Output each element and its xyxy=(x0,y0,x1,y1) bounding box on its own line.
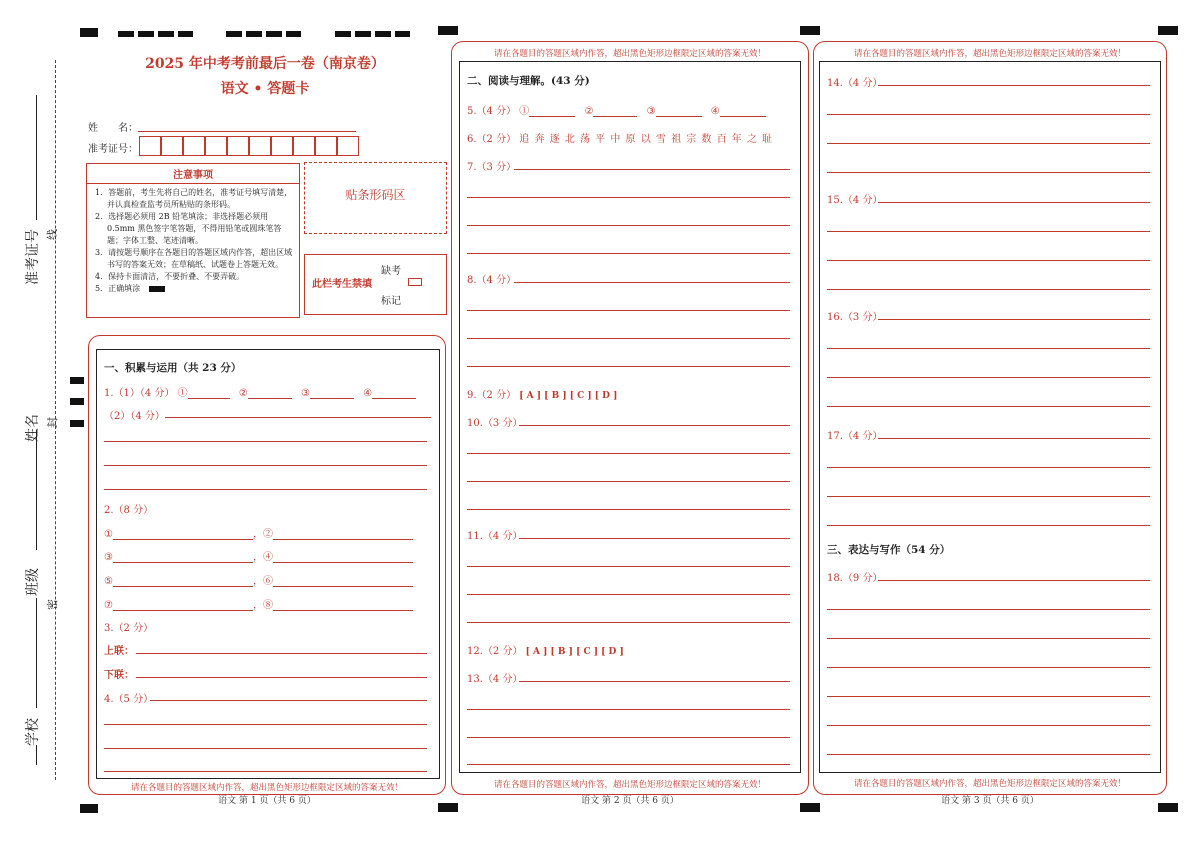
absent-top-label: 缺考 xyxy=(381,266,401,277)
id-cell[interactable] xyxy=(337,136,359,156)
registration-mark xyxy=(70,377,84,384)
answer-line[interactable] xyxy=(467,197,790,198)
blank-marker: ① xyxy=(177,388,188,399)
separator: ， xyxy=(252,552,263,563)
answer-line[interactable] xyxy=(827,696,1150,697)
registration-mark xyxy=(800,26,820,35)
couplet-upper-label: 上联： xyxy=(104,646,134,657)
id-cell[interactable] xyxy=(205,136,227,156)
answer-line[interactable] xyxy=(878,319,1150,320)
question-2-row xyxy=(104,572,413,587)
answer-line[interactable] xyxy=(467,737,790,738)
id-cell[interactable] xyxy=(315,136,337,156)
registration-mark xyxy=(80,28,98,37)
choice-options[interactable]: [ A ] [ B ] [ C ] [ D ] xyxy=(519,391,618,401)
blank-marker: ⑧ xyxy=(262,600,273,611)
id-cell[interactable] xyxy=(161,136,183,156)
answer-line[interactable] xyxy=(827,638,1150,639)
answer-line[interactable] xyxy=(827,231,1150,232)
answer-line[interactable] xyxy=(827,609,1150,610)
answer-line[interactable] xyxy=(150,700,427,701)
notice-item xyxy=(91,283,295,295)
blank-marker: ⑥ xyxy=(262,576,273,587)
question-3: 3.（2 分） xyxy=(104,623,154,634)
notice-item-text: 5．正确填涂 xyxy=(95,284,141,293)
answer-line[interactable] xyxy=(467,566,790,567)
answer-line[interactable] xyxy=(878,202,1150,203)
blank-marker: ④ xyxy=(262,552,273,563)
answer-line[interactable] xyxy=(467,253,790,254)
question-label: 12.（2 分） xyxy=(467,646,523,657)
question-2-row xyxy=(104,525,413,540)
blank-marker: ⑦ xyxy=(104,600,113,611)
margin-id-label: 准考证号 xyxy=(25,229,41,285)
id-cell[interactable] xyxy=(139,136,161,156)
answer-line[interactable] xyxy=(827,667,1150,668)
answer-line[interactable] xyxy=(514,169,790,170)
answer-blank[interactable] xyxy=(113,610,253,611)
margin-feng-label: 封 xyxy=(46,417,59,428)
margin-school-label: 学校 xyxy=(25,718,41,746)
notice-item: 1．答题前，考生先将自己的姓名，准考证号填写清楚，并认真检查监考员所粘贴的条形码。 xyxy=(95,188,293,209)
answer-line[interactable] xyxy=(467,481,790,482)
answer-line[interactable] xyxy=(104,489,427,490)
notice-box xyxy=(86,163,300,318)
answer-blank[interactable] xyxy=(372,398,416,399)
margin-xian-label: 线 xyxy=(46,229,59,240)
question-4: 4.（5 分） xyxy=(104,694,154,705)
answer-blank[interactable] xyxy=(529,116,575,117)
absent-note: 此栏考生禁填 xyxy=(312,279,372,290)
id-cell[interactable] xyxy=(249,136,271,156)
id-cell[interactable] xyxy=(293,136,315,156)
margin-name-label: 姓名 xyxy=(25,414,41,442)
answer-blank[interactable] xyxy=(273,562,413,563)
answer-line[interactable] xyxy=(827,114,1150,115)
question-8: 8.（4 分） xyxy=(467,275,517,286)
name-label: 姓 名： xyxy=(88,123,138,134)
answer-line[interactable] xyxy=(467,225,790,226)
blank-marker: ④ xyxy=(710,106,720,117)
answer-line[interactable] xyxy=(467,366,790,367)
separator: ， xyxy=(252,600,263,611)
question-14: 14.（4 分） xyxy=(827,78,883,89)
section-title: 一、积累与运用（共 23 分） xyxy=(104,362,242,374)
answer-blank[interactable] xyxy=(720,116,766,117)
area-warning: 请在各题目的答题区域内作答，超出黑色矩形边框限定区域的答案无效！ xyxy=(493,49,766,59)
question-1-2: （2）（4 分） xyxy=(104,411,165,422)
sentence-chars[interactable]: 追 奔 逐 北 荡 平 中 原 以 雪 祖 宗 数 百 年 之 耻 xyxy=(519,134,774,145)
answer-blank[interactable] xyxy=(248,398,292,399)
answer-line[interactable] xyxy=(136,653,427,654)
id-cell[interactable] xyxy=(227,136,249,156)
blank-marker: ③ xyxy=(646,106,656,117)
area-warning: 请在各题目的答题区域内作答，超出黑色矩形边框限定区域的答案无效！ xyxy=(853,49,1126,59)
registration-mark xyxy=(70,420,84,427)
answer-line[interactable] xyxy=(827,525,1150,526)
answer-line[interactable] xyxy=(467,709,790,710)
answer-blank[interactable] xyxy=(273,610,413,611)
answer-blank[interactable] xyxy=(273,586,413,587)
answer-line[interactable] xyxy=(827,260,1150,261)
question-15: 15.（4 分） xyxy=(827,195,883,206)
answer-line[interactable] xyxy=(878,85,1150,86)
name-field[interactable] xyxy=(138,131,356,132)
page-subtitle: 语文 • 答题卡 xyxy=(220,81,310,97)
margin-class-label: 班级 xyxy=(25,568,41,596)
registration-mark xyxy=(70,398,84,405)
margin-mi-label: 密 xyxy=(46,599,59,610)
filled-sample xyxy=(149,286,165,292)
id-cell[interactable] xyxy=(183,136,205,156)
margin-line xyxy=(36,598,37,708)
choice-options[interactable]: [ A ] [ B ] [ C ] [ D ] xyxy=(525,647,624,657)
question-18: 18.（9 分） xyxy=(827,573,883,584)
answer-line[interactable] xyxy=(878,580,1150,581)
page-number: 语文 第 2 页（共 6 页） xyxy=(581,796,679,806)
answer-line[interactable] xyxy=(467,764,790,765)
answer-line[interactable] xyxy=(467,509,790,510)
id-cell[interactable] xyxy=(271,136,293,156)
answer-line[interactable] xyxy=(514,282,790,283)
absent-checkbox[interactable] xyxy=(408,278,422,286)
page-number: 语文 第 1 页（共 6 页） xyxy=(218,796,316,806)
question-7: 7.（3 分） xyxy=(467,162,517,173)
id-label: 准考证号： xyxy=(88,144,138,155)
answer-blank[interactable] xyxy=(188,398,230,399)
question-1-1 xyxy=(104,384,416,399)
blank-marker: ③ xyxy=(300,388,310,399)
answer-line[interactable] xyxy=(519,681,790,682)
answer-blank[interactable] xyxy=(593,116,637,117)
page-number: 语文 第 3 页（共 6 页） xyxy=(941,796,1039,806)
question-label: 1.（1）（4 分） xyxy=(104,388,175,399)
answer-blank[interactable] xyxy=(273,539,413,540)
question-13: 13.（4 分） xyxy=(467,674,523,685)
blank-marker: ② xyxy=(238,388,248,399)
registration-mark xyxy=(335,31,410,37)
question-2-row xyxy=(104,596,413,611)
registration-mark xyxy=(226,31,301,37)
answer-line[interactable] xyxy=(827,172,1150,173)
question-11: 11.（4 分） xyxy=(467,531,523,542)
question-label: 5.（4 分） xyxy=(467,106,517,117)
separator: ， xyxy=(252,576,263,587)
question-12 xyxy=(467,642,624,657)
answer-blank[interactable] xyxy=(310,398,354,399)
separator: ， xyxy=(252,529,263,540)
answer-line[interactable] xyxy=(104,748,427,749)
answer-line[interactable] xyxy=(878,438,1150,439)
blank-marker: ⑤ xyxy=(104,576,113,587)
answer-line[interactable] xyxy=(519,425,790,426)
blank-marker: ① xyxy=(519,106,530,117)
answer-line[interactable] xyxy=(827,467,1150,468)
answer-line[interactable] xyxy=(827,496,1150,497)
blank-marker: ② xyxy=(262,529,273,540)
answer-blank[interactable] xyxy=(656,116,702,117)
area-warning: 请在各题目的答题区域内作答，超出黑色矩形边框限定区域的答案无效！ xyxy=(853,779,1126,789)
registration-mark xyxy=(118,31,193,37)
answer-line[interactable] xyxy=(827,143,1150,144)
answer-line[interactable] xyxy=(467,310,790,311)
answer-blank[interactable] xyxy=(113,562,253,563)
answer-line[interactable] xyxy=(104,724,427,725)
notice-item: 3．请按题号顺序在各题目的答题区域内作答，超出区域书写的答案无效；在草稿纸、试题卷上答题无效。 xyxy=(95,248,293,269)
answer-line[interactable] xyxy=(827,725,1150,726)
answer-line[interactable] xyxy=(136,677,427,678)
margin-line xyxy=(36,745,37,765)
registration-mark xyxy=(438,26,458,35)
answer-line[interactable] xyxy=(104,465,427,466)
registration-mark xyxy=(1158,26,1178,35)
question-5 xyxy=(467,102,766,117)
answer-line[interactable] xyxy=(827,754,1150,755)
answer-line[interactable] xyxy=(467,453,790,454)
notice-title: 注意事项 xyxy=(87,164,299,184)
question-label: 6.（2 分） xyxy=(467,134,517,145)
answer-line[interactable] xyxy=(467,594,790,595)
answer-line[interactable] xyxy=(104,441,427,442)
area-warning: 请在各题目的答题区域内作答，超出黑色矩形边框限定区域的答案无效！ xyxy=(130,783,403,793)
blank-marker: ③ xyxy=(104,552,113,563)
answer-line[interactable] xyxy=(827,406,1150,407)
answer-line[interactable] xyxy=(827,289,1150,290)
answer-line[interactable] xyxy=(467,622,790,623)
question-6 xyxy=(467,130,773,145)
notice-item: 2．选择题必须用 2B 铅笔填涂；非选择题必须用 0.5mm 黑色签字笔答题，不得用铅笔或圆珠笔答题；字体工整、笔迹清晰。 xyxy=(95,212,282,245)
answer-line[interactable] xyxy=(519,538,790,539)
blank-marker: ④ xyxy=(363,388,373,399)
question-2: 2.（8 分） xyxy=(104,505,154,516)
margin-line xyxy=(36,430,37,550)
question-17: 17.（4 分） xyxy=(827,431,883,442)
answer-blank[interactable] xyxy=(113,539,253,540)
question-label: 9.（2 分） xyxy=(467,390,517,401)
question-9 xyxy=(467,386,617,401)
answer-line[interactable] xyxy=(827,377,1150,378)
page-title: 2025 年中考考前最后一卷（南京卷） xyxy=(145,56,385,72)
question-10: 10.（3 分） xyxy=(467,418,523,429)
barcode-label: 贴条形码区 xyxy=(345,188,406,202)
blank-marker: ① xyxy=(104,529,113,540)
answer-line[interactable] xyxy=(165,417,431,418)
answer-line[interactable] xyxy=(827,348,1150,349)
question-16: 16.（3 分） xyxy=(827,312,883,323)
answer-line[interactable] xyxy=(104,771,427,772)
blank-marker: ② xyxy=(584,106,594,117)
margin-line xyxy=(36,95,37,220)
area-warning: 请在各题目的答题区域内作答，超出黑色矩形边框限定区域的答案无效！ xyxy=(493,780,766,790)
notice-item: 4．保持卡面清洁，不要折叠、不要弄破。 xyxy=(95,272,245,281)
answer-line[interactable] xyxy=(467,338,790,339)
absent-bottom-label: 标记 xyxy=(381,296,401,307)
section-title: 三、表达与写作（54 分） xyxy=(827,544,951,556)
section-title: 二、阅读与理解。(43 分) xyxy=(467,75,590,87)
question-2-row xyxy=(104,548,413,563)
answer-blank[interactable] xyxy=(113,586,253,587)
couplet-lower-label: 下联： xyxy=(104,670,134,681)
